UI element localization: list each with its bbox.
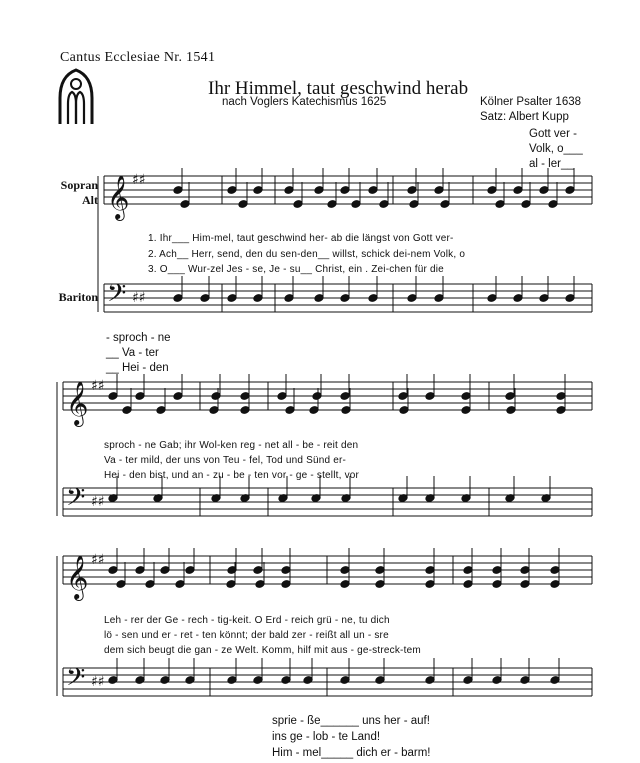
bass-clef: 𝄢 [66,483,86,518]
ending-lyric-1: sprie - ße______ uns her - auf! [272,715,430,727]
verse-1-line-2: sproch - ne Gab; ihr Wol-ken reg - net all - be - reit den [104,440,359,451]
voice-label-bariton: Bariton [58,290,98,304]
bass-clef: 𝄢 [66,663,86,698]
voice-label-alt: Alt [82,193,98,207]
ending-lyric-3: Him - mel_____ dich er - barm! [272,747,431,759]
ending-lyric-2: ins ge - lob - te Land! [272,731,381,743]
key-signature: ♯♯ [91,674,105,690]
key-signature: ♯♯ [132,172,146,188]
verse-3-line-3: dem sich beugt die gan - ze Welt. Komm, hilf mit aus - ge-streck-tem [104,645,421,656]
treble-clef: 𝄞 [66,381,89,425]
arranger-credit: Satz: Albert Kupp [480,111,569,123]
key-signature: ♯♯ [91,552,105,568]
pickup-lyric-2: Volk, o___ [529,143,583,155]
treble-clef: 𝄞 [66,555,89,599]
verse-3-line-1: 3. O___ Wur-zel Jes - se, Je - su__ Christ, ein . Zei-chen für die [148,264,444,275]
pickup-lyric-3: al - ler__ [529,158,574,170]
hymn-subtitle: nach Voglers Katechismus 1625 [222,96,387,108]
pickup-lyric-1: Gott ver - [529,128,577,140]
voice-label-sopran: Sopran [60,178,98,192]
verse-2-line-2: Va - ter mild, der uns von Teu - fel, Tod und Sünd er- [104,455,347,466]
hymn-title: Ihr Himmel, taut geschwind herab [208,78,469,99]
pickup-lyric-6: __ Hei - den [106,362,169,374]
verse-3-line-2: Hei - den bist, und an - zu - be - ten vor - ge - stellt, vor [104,470,360,481]
verse-2-line-1: 2. Ach__ Herr, send, den du sen-den__ willst, schick dei-nem Volk, o [148,249,466,260]
key-signature: ♯♯ [91,378,105,394]
verse-1-line-3: Leh - rer der Ge - rech - tig-keit. O Erd - reich grü - ne, tu dich [104,615,390,626]
verse-2-line-3: lö - sen und er - ret - ten könnt; der bald zer - reißt all un - sre [104,630,389,641]
bass-clef: 𝄢 [107,279,127,314]
church-window-logo [60,70,92,124]
key-signature: ♯♯ [132,290,146,306]
treble-clef: 𝄞 [107,175,130,219]
verse-1-line-1: 1. Ihr___ Him-mel, taut geschwind her- ab die längst von Gott ver- [148,233,454,244]
source-credit: Kölner Psalter 1638 [480,96,582,108]
pickup-lyric-4: - sproch - ne [106,332,171,344]
series-label: Cantus Ecclesiae Nr. 1541 [60,50,216,65]
pickup-lyric-5: __ Va - ter [106,347,159,359]
key-signature: ♯♯ [91,494,105,510]
